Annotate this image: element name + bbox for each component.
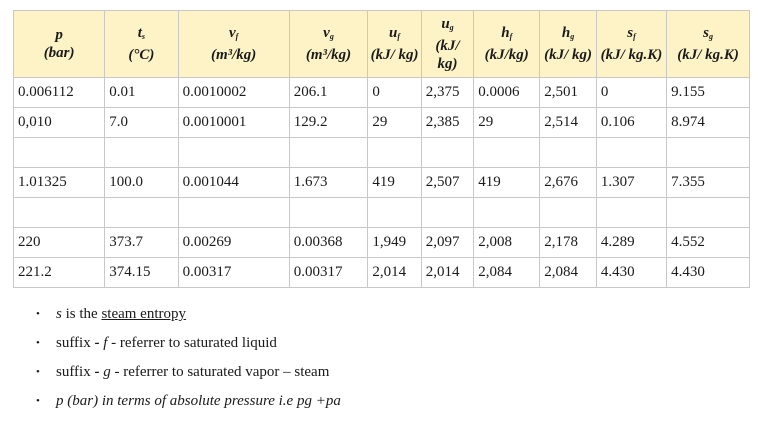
table-cell: 373.7: [105, 228, 178, 258]
table-cell: 4.430: [667, 258, 750, 288]
table-cell: 206.1: [289, 78, 368, 108]
table-cell: 0: [368, 78, 421, 108]
table-row: [14, 228, 750, 258]
table-cell: 419: [368, 168, 421, 198]
note-suffix-f: • suffix - f - referrer to saturated liquid: [22, 329, 341, 358]
table-row: [14, 108, 750, 138]
notes-list: [22, 300, 341, 416]
note-suffix-g: • suffix - g - referrer to saturated vapor – steam: [22, 358, 341, 387]
table-cell: [178, 138, 289, 168]
table-cell: 2,676: [540, 168, 597, 198]
note-entropy: • s is the steam entropy: [22, 300, 341, 329]
col-header-vf: $v_f$ (m³/kg): [178, 11, 289, 78]
table-cell: 4.430: [596, 258, 666, 288]
table-cell: 374.15: [105, 258, 178, 288]
table-cell: [540, 138, 597, 168]
table-cell: 1.307: [596, 168, 666, 198]
table-row: [14, 78, 750, 108]
table-cell: 100.0: [105, 168, 178, 198]
col-header-sg: $s_g$ (kJ/ kg.K): [667, 11, 750, 78]
table-row: [14, 168, 750, 198]
table-cell: [14, 138, 105, 168]
table-cell: [474, 138, 540, 168]
table-cell: 2,178: [540, 228, 597, 258]
bullet-icon: •: [36, 308, 40, 320]
table-cell: 0.0006: [474, 78, 540, 108]
table-cell: 0.00317: [289, 258, 368, 288]
table-cell: [667, 138, 750, 168]
col-header-uf: $u_f$ (kJ/ kg): [368, 11, 421, 78]
table-cell: [105, 138, 178, 168]
table-cell: 129.2: [289, 108, 368, 138]
table-cell: 7.355: [667, 168, 750, 198]
table-cell: [596, 198, 666, 228]
table-cell: 0.006112: [14, 78, 105, 108]
table-cell: 419: [474, 168, 540, 198]
table-cell: 1.01325: [14, 168, 105, 198]
table-cell: 0.0010001: [178, 108, 289, 138]
table-cell: 221.2: [14, 258, 105, 288]
steam-entropy-link[interactable]: steam entropy: [101, 306, 186, 322]
table-cell: 0.00269: [178, 228, 289, 258]
table-row: [14, 198, 750, 228]
steam-table: [13, 10, 750, 288]
table-cell: 29: [368, 108, 421, 138]
note-pressure: • p (bar) in terms of absolute pressure i.e pg +pa: [22, 387, 341, 416]
table-cell: [667, 198, 750, 228]
table-cell: 2,014: [421, 258, 473, 288]
col-header-p: p (bar): [14, 11, 105, 78]
table-cell: 220: [14, 228, 105, 258]
table-cell: 2,014: [368, 258, 421, 288]
table-row: [14, 138, 750, 168]
table-cell: 2,097: [421, 228, 473, 258]
table-cell: 4.552: [667, 228, 750, 258]
col-header-sf: $s_f$ (kJ/ kg.K): [596, 11, 666, 78]
col-header-hf: $h_f$ (kJ/kg): [474, 11, 540, 78]
table-cell: 2,084: [540, 258, 597, 288]
table-cell: [178, 198, 289, 228]
col-header-ts: $t_s$ (°C): [105, 11, 178, 78]
table-cell: 2,084: [474, 258, 540, 288]
table-cell: 0.0010002: [178, 78, 289, 108]
table-cell: 1.673: [289, 168, 368, 198]
table-cell: 7.0: [105, 108, 178, 138]
bullet-icon: •: [36, 337, 40, 349]
table-cell: 0: [596, 78, 666, 108]
table-cell: 0.106: [596, 108, 666, 138]
table-cell: [289, 138, 368, 168]
table-cell: 9.155: [667, 78, 750, 108]
table-cell: 8.974: [667, 108, 750, 138]
table-cell: [368, 198, 421, 228]
table-cell: [105, 198, 178, 228]
table-cell: 29: [474, 108, 540, 138]
col-header-hg: $h_g$ (kJ/ kg): [540, 11, 597, 78]
col-header-ug: $u_g$ (kJ/ kg): [421, 11, 473, 78]
table-cell: [596, 138, 666, 168]
table-cell: [474, 198, 540, 228]
table-cell: 0.00368: [289, 228, 368, 258]
table-cell: 4.289: [596, 228, 666, 258]
table-cell: [289, 198, 368, 228]
table-header-row: [14, 11, 750, 78]
table-cell: 2,385: [421, 108, 473, 138]
table-cell: 0.00317: [178, 258, 289, 288]
table-cell: 2,514: [540, 108, 597, 138]
table-cell: 0.001044: [178, 168, 289, 198]
table-cell: 1,949: [368, 228, 421, 258]
table-cell: 2,008: [474, 228, 540, 258]
col-header-vg: $v_g$ (m³/kg): [289, 11, 368, 78]
table-cell: 0,010: [14, 108, 105, 138]
table-cell: 0.01: [105, 78, 178, 108]
table-cell: [540, 198, 597, 228]
table-row: [14, 258, 750, 288]
bullet-icon: •: [36, 395, 40, 407]
table-cell: [421, 198, 473, 228]
table-cell: [368, 138, 421, 168]
bullet-icon: •: [36, 366, 40, 378]
table-cell: 2,375: [421, 78, 473, 108]
table-cell: 2,501: [540, 78, 597, 108]
table-cell: [421, 138, 473, 168]
table-cell: 2,507: [421, 168, 473, 198]
table-cell: [14, 198, 105, 228]
